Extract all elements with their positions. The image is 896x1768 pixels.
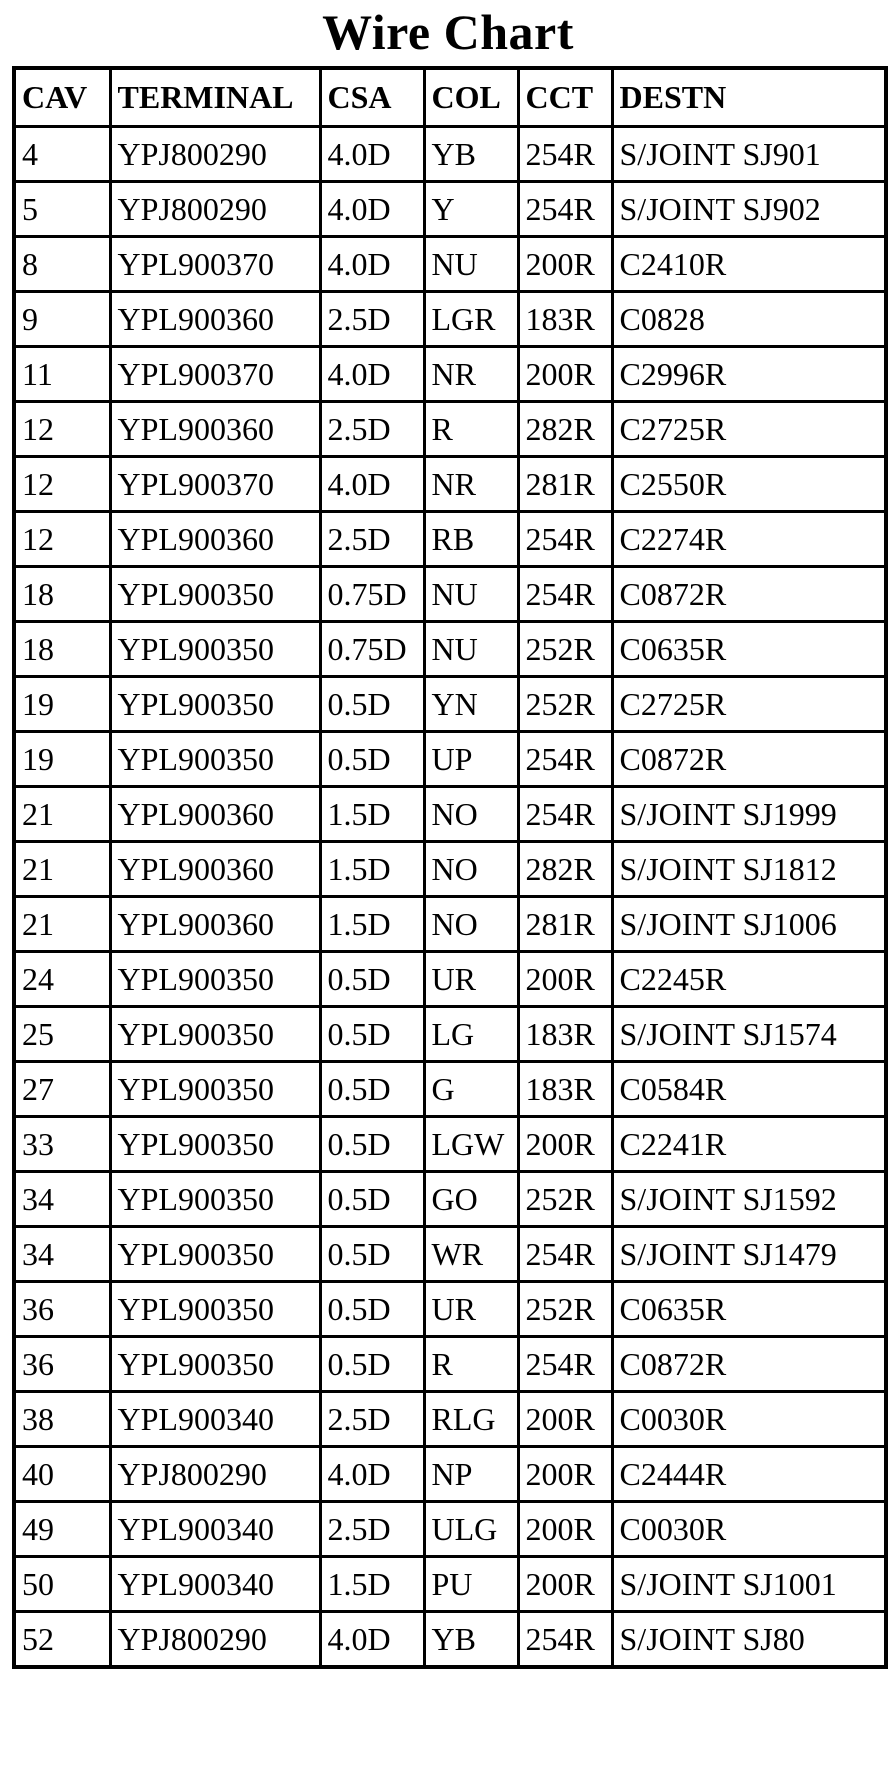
table-row (14, 677, 886, 732)
cell-cct: 252R (518, 1172, 612, 1227)
cell-cct: 200R (518, 1392, 612, 1447)
table-row (14, 292, 886, 347)
cell-destn: C0872R (612, 732, 886, 787)
cell-cct: 183R (518, 1007, 612, 1062)
cell-csa: 2.5D (320, 512, 424, 567)
cell-csa: 0.75D (320, 567, 424, 622)
cell-col: YN (424, 677, 518, 732)
cell-cav: 18 (14, 622, 110, 677)
cell-csa: 4.0D (320, 347, 424, 402)
cell-terminal: YPL900370 (110, 347, 320, 402)
cell-cav: 12 (14, 402, 110, 457)
cell-cav: 34 (14, 1172, 110, 1227)
cell-terminal: YPL900350 (110, 1172, 320, 1227)
cell-cct: 200R (518, 1557, 612, 1612)
cell-cav: 19 (14, 677, 110, 732)
cell-col: YB (424, 1612, 518, 1668)
cell-cav: 38 (14, 1392, 110, 1447)
cell-col: R (424, 1337, 518, 1392)
cell-cct: 200R (518, 237, 612, 292)
table-row (14, 1337, 886, 1392)
cell-col: RB (424, 512, 518, 567)
cell-cav: 34 (14, 1227, 110, 1282)
cell-destn: S/JOINT SJ1574 (612, 1007, 886, 1062)
cell-cav: 52 (14, 1612, 110, 1668)
cell-col: NO (424, 897, 518, 952)
cell-col: UP (424, 732, 518, 787)
cell-csa: 4.0D (320, 237, 424, 292)
table-row (14, 897, 886, 952)
column-header-terminal: TERMINAL (110, 68, 320, 127)
table-row (14, 1612, 886, 1668)
cell-destn: S/JOINT SJ1592 (612, 1172, 886, 1227)
cell-destn: C2550R (612, 457, 886, 512)
cell-csa: 1.5D (320, 897, 424, 952)
cell-cct: 200R (518, 347, 612, 402)
cell-terminal: YPL900360 (110, 787, 320, 842)
cell-destn: C0872R (612, 567, 886, 622)
cell-destn: C2410R (612, 237, 886, 292)
cell-terminal: YPJ800290 (110, 127, 320, 182)
cell-destn: S/JOINT SJ901 (612, 127, 886, 182)
cell-destn: C2241R (612, 1117, 886, 1172)
cell-col: WR (424, 1227, 518, 1282)
cell-cav: 21 (14, 842, 110, 897)
cell-cav: 21 (14, 897, 110, 952)
cell-terminal: YPL900360 (110, 897, 320, 952)
cell-col: UR (424, 1282, 518, 1337)
column-header-destn: DESTN (612, 68, 886, 127)
cell-terminal: YPL900360 (110, 402, 320, 457)
table-row (14, 567, 886, 622)
cell-terminal: YPL900350 (110, 1007, 320, 1062)
cell-csa: 0.5D (320, 1227, 424, 1282)
cell-terminal: YPL900360 (110, 292, 320, 347)
table-row (14, 1172, 886, 1227)
cell-col: YB (424, 127, 518, 182)
cell-destn: C2444R (612, 1447, 886, 1502)
cell-cct: 281R (518, 457, 612, 512)
table-row (14, 1282, 886, 1337)
cell-destn: C2245R (612, 952, 886, 1007)
cell-cct: 254R (518, 1227, 612, 1282)
cell-terminal: YPL900350 (110, 1337, 320, 1392)
cell-cct: 252R (518, 1282, 612, 1337)
cell-cav: 50 (14, 1557, 110, 1612)
table-row (14, 347, 886, 402)
cell-csa: 0.5D (320, 1062, 424, 1117)
cell-csa: 0.75D (320, 622, 424, 677)
cell-col: NU (424, 237, 518, 292)
cell-destn: S/JOINT SJ80 (612, 1612, 886, 1668)
cell-col: NR (424, 347, 518, 402)
cell-csa: 2.5D (320, 1502, 424, 1557)
table-row (14, 787, 886, 842)
cell-cav: 4 (14, 127, 110, 182)
table-row (14, 952, 886, 1007)
cell-cct: 183R (518, 292, 612, 347)
cell-terminal: YPL900340 (110, 1392, 320, 1447)
cell-col: NU (424, 567, 518, 622)
cell-terminal: YPJ800290 (110, 1447, 320, 1502)
cell-csa: 1.5D (320, 1557, 424, 1612)
cell-col: LGW (424, 1117, 518, 1172)
cell-cct: 282R (518, 842, 612, 897)
cell-terminal: YPL900350 (110, 677, 320, 732)
cell-cav: 49 (14, 1502, 110, 1557)
cell-destn: C0584R (612, 1062, 886, 1117)
cell-cct: 252R (518, 677, 612, 732)
cell-cct: 281R (518, 897, 612, 952)
cell-col: NU (424, 622, 518, 677)
cell-csa: 4.0D (320, 1447, 424, 1502)
cell-col: NO (424, 787, 518, 842)
cell-cct: 200R (518, 1502, 612, 1557)
cell-terminal: YPL900370 (110, 457, 320, 512)
cell-csa: 1.5D (320, 842, 424, 897)
cell-csa: 2.5D (320, 292, 424, 347)
cell-terminal: YPL900360 (110, 512, 320, 567)
cell-cct: 183R (518, 1062, 612, 1117)
cell-csa: 0.5D (320, 677, 424, 732)
cell-col: Y (424, 182, 518, 237)
column-header-cav: CAV (14, 68, 110, 127)
cell-csa: 1.5D (320, 787, 424, 842)
table-header-row (14, 68, 886, 127)
cell-cav: 25 (14, 1007, 110, 1062)
cell-destn: C0828 (612, 292, 886, 347)
column-header-col: COL (424, 68, 518, 127)
table-row (14, 1557, 886, 1612)
cell-csa: 2.5D (320, 402, 424, 457)
table-row (14, 127, 886, 182)
cell-destn: S/JOINT SJ1006 (612, 897, 886, 952)
cell-cav: 11 (14, 347, 110, 402)
table-row (14, 622, 886, 677)
cell-cct: 252R (518, 622, 612, 677)
cell-destn: S/JOINT SJ1479 (612, 1227, 886, 1282)
cell-csa: 0.5D (320, 1117, 424, 1172)
cell-terminal: YPL900350 (110, 1062, 320, 1117)
cell-csa: 4.0D (320, 182, 424, 237)
cell-cav: 40 (14, 1447, 110, 1502)
cell-cct: 200R (518, 952, 612, 1007)
table-body (14, 127, 886, 1668)
cell-destn: S/JOINT SJ1999 (612, 787, 886, 842)
cell-csa: 0.5D (320, 1337, 424, 1392)
cell-cav: 19 (14, 732, 110, 787)
table-row (14, 1062, 886, 1117)
cell-col: R (424, 402, 518, 457)
table-row (14, 1392, 886, 1447)
cell-cav: 8 (14, 237, 110, 292)
cell-terminal: YPL900350 (110, 1227, 320, 1282)
table-row (14, 1447, 886, 1502)
cell-cct: 254R (518, 732, 612, 787)
table-row (14, 512, 886, 567)
cell-cav: 9 (14, 292, 110, 347)
cell-cav: 36 (14, 1282, 110, 1337)
cell-csa: 4.0D (320, 1612, 424, 1668)
wire-chart-table (12, 66, 888, 1669)
table-row (14, 1117, 886, 1172)
table-row (14, 842, 886, 897)
cell-col: NO (424, 842, 518, 897)
cell-cct: 254R (518, 182, 612, 237)
cell-destn: C2274R (612, 512, 886, 567)
column-header-cct: CCT (518, 68, 612, 127)
cell-destn: C0030R (612, 1502, 886, 1557)
cell-terminal: YPL900350 (110, 952, 320, 1007)
cell-cct: 254R (518, 512, 612, 567)
cell-csa: 2.5D (320, 1392, 424, 1447)
cell-col: RLG (424, 1392, 518, 1447)
cell-cct: 200R (518, 1447, 612, 1502)
cell-cct: 254R (518, 1612, 612, 1668)
cell-col: LGR (424, 292, 518, 347)
cell-terminal: YPJ800290 (110, 182, 320, 237)
table-row (14, 402, 886, 457)
cell-csa: 4.0D (320, 127, 424, 182)
cell-col: G (424, 1062, 518, 1117)
table-row (14, 1227, 886, 1282)
cell-cct: 254R (518, 787, 612, 842)
cell-destn: C2996R (612, 347, 886, 402)
cell-destn: C2725R (612, 402, 886, 457)
cell-cav: 36 (14, 1337, 110, 1392)
cell-col: PU (424, 1557, 518, 1612)
cell-cct: 254R (518, 567, 612, 622)
cell-terminal: YPL900350 (110, 732, 320, 787)
cell-terminal: YPL900350 (110, 622, 320, 677)
cell-destn: C0635R (612, 622, 886, 677)
cell-cav: 5 (14, 182, 110, 237)
cell-terminal: YPL900350 (110, 1117, 320, 1172)
cell-cav: 12 (14, 457, 110, 512)
table-row (14, 732, 886, 787)
cell-destn: S/JOINT SJ1812 (612, 842, 886, 897)
cell-col: GO (424, 1172, 518, 1227)
cell-cct: 254R (518, 127, 612, 182)
column-header-csa: CSA (320, 68, 424, 127)
cell-terminal: YPL900370 (110, 237, 320, 292)
cell-terminal: YPL900340 (110, 1502, 320, 1557)
cell-csa: 0.5D (320, 952, 424, 1007)
cell-destn: C0030R (612, 1392, 886, 1447)
cell-csa: 0.5D (320, 732, 424, 787)
cell-cav: 33 (14, 1117, 110, 1172)
table-row (14, 182, 886, 237)
cell-cav: 12 (14, 512, 110, 567)
cell-col: NR (424, 457, 518, 512)
page-title: Wire Chart (322, 4, 574, 60)
cell-terminal: YPL900360 (110, 842, 320, 897)
table-row (14, 1007, 886, 1062)
cell-cct: 200R (518, 1117, 612, 1172)
cell-terminal: YPJ800290 (110, 1612, 320, 1668)
cell-terminal: YPL900340 (110, 1557, 320, 1612)
cell-col: ULG (424, 1502, 518, 1557)
cell-cct: 282R (518, 402, 612, 457)
table-row (14, 1502, 886, 1557)
cell-cav: 21 (14, 787, 110, 842)
cell-cav: 24 (14, 952, 110, 1007)
cell-destn: C0872R (612, 1337, 886, 1392)
cell-destn: S/JOINT SJ1001 (612, 1557, 886, 1612)
cell-col: UR (424, 952, 518, 1007)
cell-cav: 27 (14, 1062, 110, 1117)
cell-terminal: YPL900350 (110, 1282, 320, 1337)
cell-destn: S/JOINT SJ902 (612, 182, 886, 237)
cell-csa: 0.5D (320, 1172, 424, 1227)
table-row (14, 457, 886, 512)
cell-terminal: YPL900350 (110, 567, 320, 622)
cell-csa: 0.5D (320, 1007, 424, 1062)
cell-col: LG (424, 1007, 518, 1062)
cell-destn: C2725R (612, 677, 886, 732)
cell-csa: 0.5D (320, 1282, 424, 1337)
cell-cct: 254R (518, 1337, 612, 1392)
table-row (14, 237, 886, 292)
cell-csa: 4.0D (320, 457, 424, 512)
cell-cav: 18 (14, 567, 110, 622)
cell-destn: C0635R (612, 1282, 886, 1337)
cell-col: NP (424, 1447, 518, 1502)
